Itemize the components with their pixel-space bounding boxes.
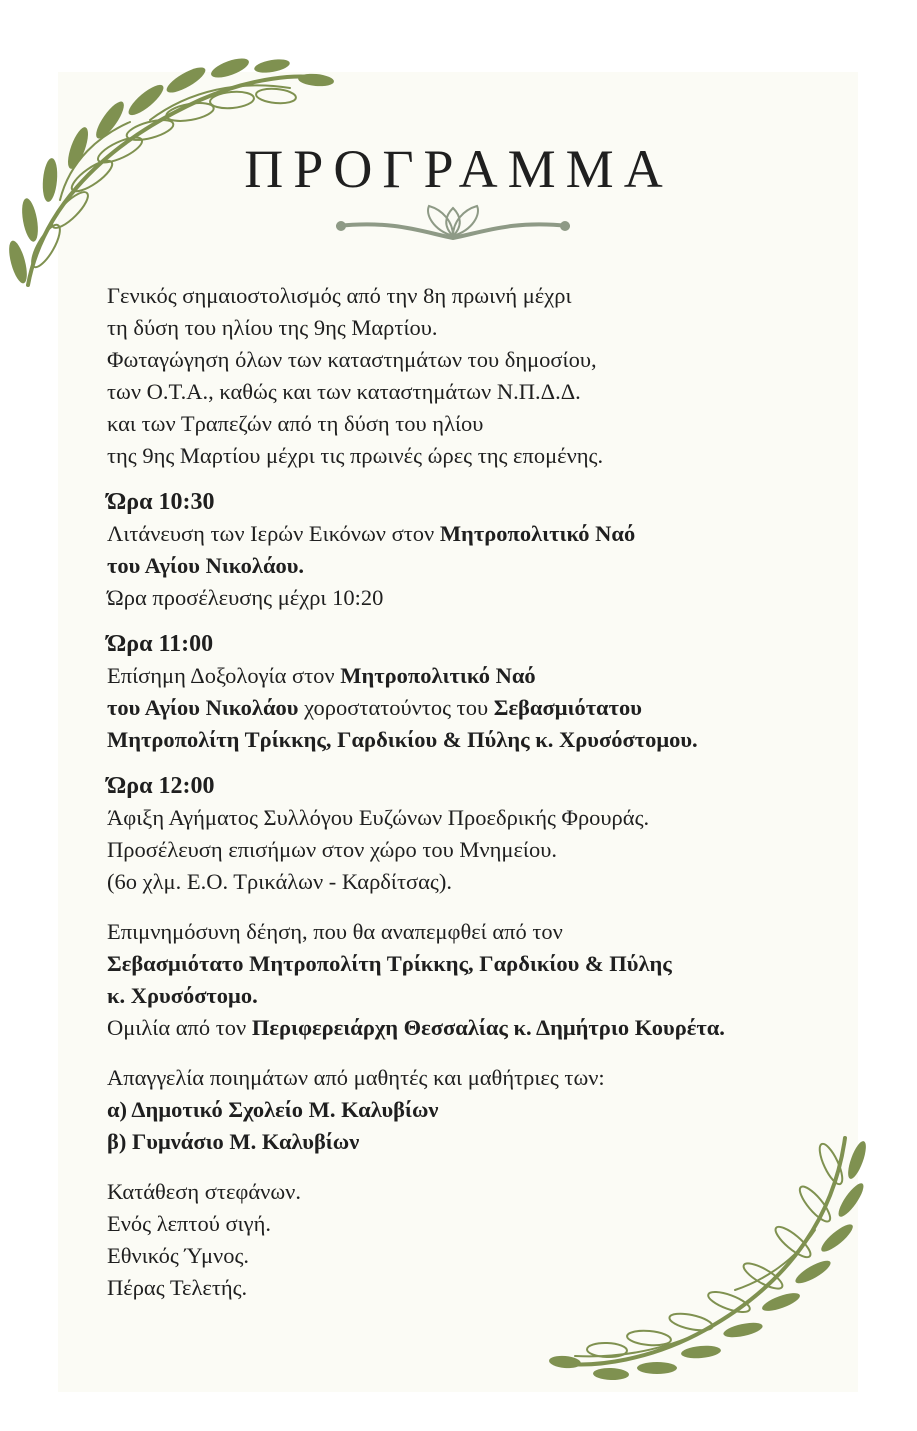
olive-branch-bottom-right-icon [545,1130,875,1385]
text: Λιτάνευση των Ιερών Εικόνων στον [107,521,440,546]
schedule-line: Ώρα προσέλευσης μέχρι 10:20 [107,585,384,610]
memorial-block [107,916,897,1044]
time-heading: Ώρα 10:30 [107,489,215,515]
intro-line: της 9ης Μαρτίου μέχρι τις πρωινές ώρες της επομένης. [107,443,604,468]
leaf-ornament-icon [333,200,573,250]
bold-text: Μητροπολιτικό Ναό [439,521,636,546]
intro-line: και των Τραπεζών από τη δύση του ηλίου [107,411,484,436]
schedule-line: του Αγίου Νικολάου. [107,553,305,578]
intro-line: Φωταγώγηση όλων των καταστημάτων του δημοσίου, [107,347,597,372]
bold-text: του Αγίου Νικολάου [107,695,299,720]
schedule-line: Ενός λεπτού σιγή. [107,1211,271,1236]
page-title: ΠΡΟΓΡΑΜΜΑ [244,139,673,199]
schedule-line [107,660,897,692]
intro-line: τη δύση του ηλίου της 9ης Μαρτίου. [107,315,438,340]
schedule-line: Επιμνημόσυνη δέηση, που θα αναπεμφθεί από τον [107,919,563,944]
intro-line: Γενικός σημαιοστολισμός από την 8η πρωινή μέχρι [107,283,572,308]
schedule-line [107,1012,897,1044]
schedule-line: κ. Χρυσόστομο. [107,983,258,1008]
schedule-line: Άφιξη Αγήματος Συλλόγου Ευζώνων Προεδρικής Φρουράς. [107,805,650,830]
text: χοροστατούντος του [298,695,494,720]
intro-block [107,280,897,472]
schedule-line: Κατάθεση στεφάνων. [107,1179,301,1204]
schedule-line: β) Γυμνάσιο Μ. Καλυβίων [107,1129,360,1154]
schedule-line: Προσέλευση επισήμων στον χώρο του Μνημείου. [107,837,557,862]
schedule-line [107,692,897,724]
schedule-line: Μητροπολίτη Τρίκκης, Γαρδικίου & Πύλης κ. Χρυσόστομου. [107,727,698,752]
schedule-line: (6ο χλμ. Ε.Ο. Τρικάλων - Καρδίτσας). [107,869,452,894]
schedule-line: Απαγγελία ποιημάτων από μαθητές και μαθήτριες των: [107,1065,605,1090]
time-heading: Ώρα 12:00 [107,773,215,799]
schedule-line: Εθνικός Ύμνος. [107,1243,249,1268]
schedule-item-1030 [107,486,897,614]
time-heading: Ώρα 11:00 [107,631,214,657]
schedule-line [107,518,897,550]
bold-text: Περιφερειάρχη Θεσσαλίας κ. Δημήτριο Κουρέτα. [251,1015,725,1040]
text: Επίσημη Δοξολογία στον [107,663,341,688]
schedule-item-1200 [107,770,897,898]
bold-text: Μητροπολιτικό Ναό [340,663,536,688]
schedule-line: Πέρας Τελετής. [107,1275,248,1300]
schedule-line: α) Δημοτικό Σχολείο Μ. Καλυβίων [107,1097,439,1122]
bold-text: Σεβασμιότατου [493,695,642,720]
text: Ομιλία από τον [107,1015,252,1040]
intro-line: των Ο.Τ.Α., καθώς και των καταστημάτων Ν.Π.Δ.Δ. [107,379,581,404]
schedule-item-1100 [107,628,897,756]
schedule-line: Σεβασμιότατο Μητροπολίτη Τρίκκης, Γαρδικίου & Πύλης [107,951,672,976]
